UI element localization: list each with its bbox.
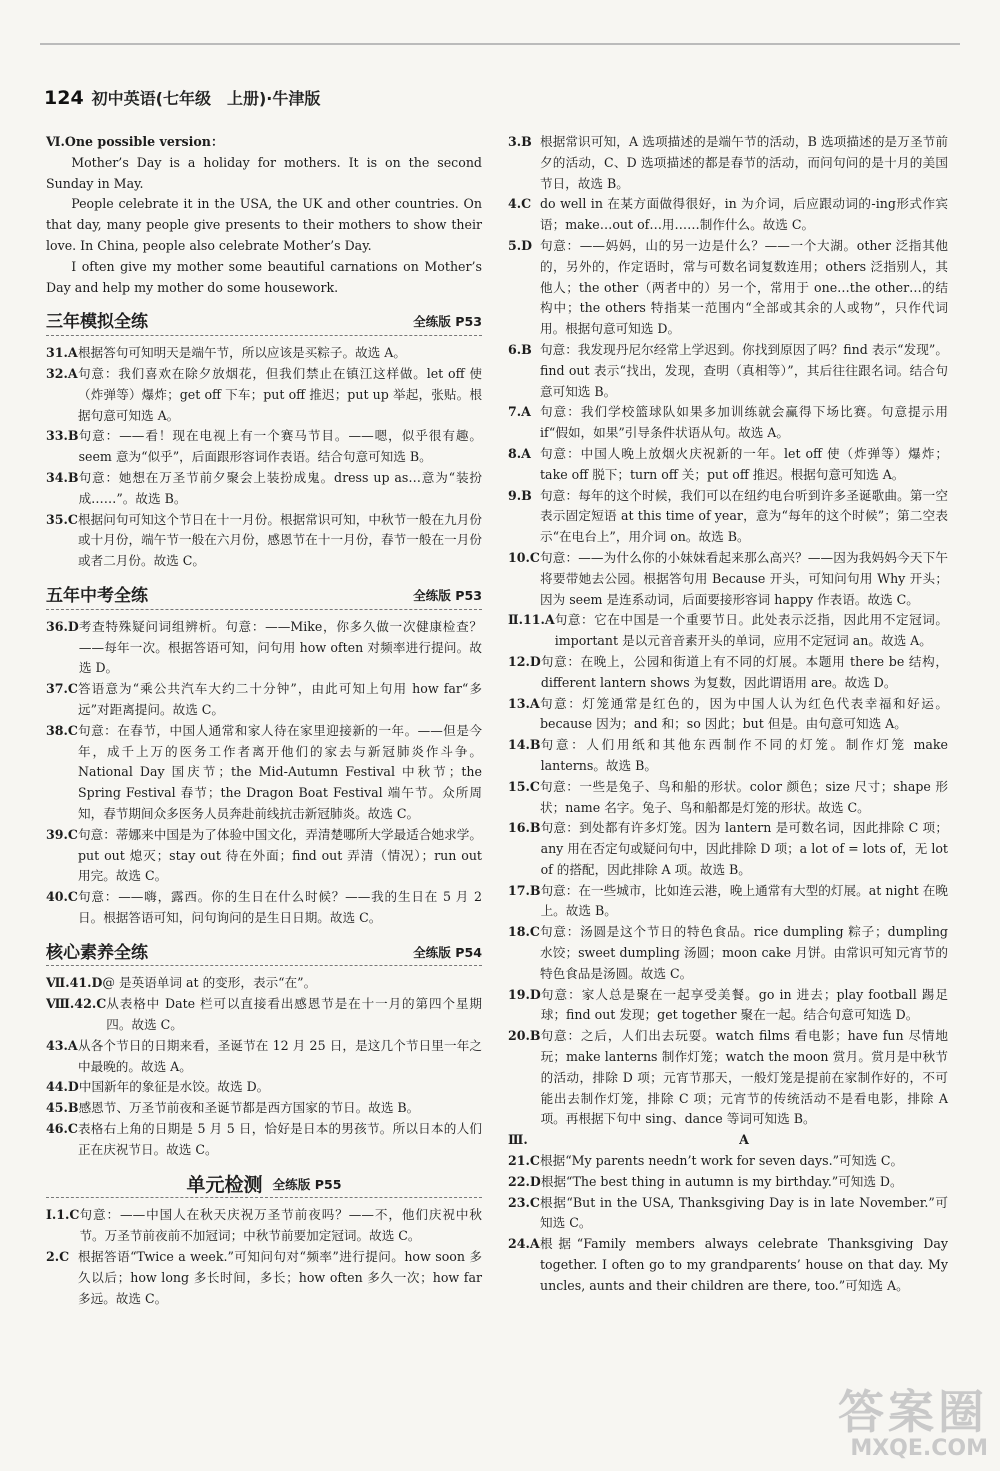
top-rule (40, 43, 960, 45)
answer-text: 句意：家人总是聚在一起享受美餐。go in 进去；play football 踢足球；find out 发现；get together 聚在一起。结合句意可知选 D。 (540, 986, 948, 1023)
answer-list-s4 (46, 1205, 482, 1309)
answer-text: 句意：——嗨，露西。你的生日在什么时候？——我的生日在 5 月 2 日。根据答语可知，问句询问的是生日日期。故选 C。 (78, 889, 482, 925)
answer-number: 35.C (46, 511, 78, 527)
answer-item (46, 973, 482, 994)
answer-number: Ⅱ.11.A (508, 612, 555, 628)
answer-number: 44.D (46, 1079, 79, 1095)
answer-item (508, 1234, 948, 1296)
answer-text: 句意：——看！现在电视上有一个赛马节目。——嗯，似乎很有趣。seem 意为“似乎”，后面跟形容词作表语。结合句意可知选 B。 (78, 428, 482, 465)
watermark-cn: 答案圈 (838, 1385, 988, 1439)
answer-text: 从各个节日的日期来看，圣诞节在 12 月 25 日，是这几个节日里一年之中最晚的。故选 A。 (78, 1037, 482, 1074)
answer-item (508, 1151, 948, 1172)
answer-item (508, 1193, 948, 1235)
answer-text: 句意：它在中国是一个重要节日。此处表示泛指，因此用不定冠词。important 是以元音音素开头的单词，应用不定冠词 an。故选 A。 (554, 612, 948, 649)
answer-item (508, 610, 948, 652)
answer-item (508, 777, 948, 819)
answer-number: 46.C (46, 1121, 78, 1137)
answer-number: 13.A (508, 695, 540, 711)
answer-item (508, 402, 948, 444)
answer-text: 句意：蒂娜来中国是为了体验中国文化，弄清楚哪所大学最适合她求学。put out 熄灭；stay out 待在外面；find out 弄清（情况）；run out 用完。故选 C。 (78, 826, 482, 884)
answer-text: 考查特殊疑问词组辨析。句意：——Mike，你多久做一次健康检查？——每年一次。根据答语可知，问句用 how often 对频率进行提问。故选 D。 (78, 618, 482, 676)
part-heading (508, 1130, 948, 1151)
section-title: 三年模拟全练 (46, 312, 148, 333)
answer-number: Ⅷ.42.C (46, 996, 107, 1012)
answer-number: 38.C (46, 722, 78, 738)
answer-text: 句意：她想在万圣节前夕聚会上装扮成鬼。dress up as…意为“装扮成……”。故选 B。 (78, 469, 482, 506)
answer-text: 句意：中国人晚上放烟火庆祝新的一年。let off 使（炸弹等）爆炸；take off 脱下；turn off 关；put off 推迟。根据句意可知选 A。 (540, 445, 948, 482)
section-ref: 全练版 P54 (413, 944, 482, 960)
answer-item (508, 236, 948, 340)
answer-item (508, 735, 948, 777)
answer-text: 句意：灯笼通常是红色的，因为中国人认为红色代表幸福和好运。because 因为；and 和；so 因此；but 但是。由句意可知选 A。 (540, 695, 948, 732)
answer-text: 句意：人们用纸和其他东西制作不同的灯笼。制作灯笼 make lanterns。故选 B。 (540, 737, 948, 773)
answer-item (508, 1172, 948, 1193)
book-title: 初中英语(七年级 上册)·牛津版 (91, 89, 321, 108)
answer-number: 40.C (46, 889, 78, 905)
answer-number: 14.B (508, 737, 541, 753)
answer-number: 9.B (508, 487, 532, 503)
answer-text: 句意：一些是兔子、鸟和船的形状。color 颜色；size 尺寸；shape 形状；name 名字。兔子、鸟和船都是灯笼的形状。故选 C。 (540, 778, 948, 815)
answer-text: 句意：之后，人们出去玩耍。watch films 看电影；have fun 尽情地玩；make lanterns 制作灯笼；watch the moon 赏月。赏月是中秋节的活动，排除 D 项；元宵节那天，一般灯笼是提前在家制作好的，不可能出去制作灯笼，排除 C 项；元宵节的传统活动不是看电影，排除 A 项。再根据下句中 sing、dance 等词可知选 B。 (540, 1028, 948, 1127)
answer-number: 3.B (508, 134, 532, 149)
answer-number: 18.C (508, 924, 540, 940)
section-ref: 全练版 P53 (413, 587, 482, 603)
page-header (44, 86, 320, 109)
answer-number: 37.C (46, 681, 78, 697)
answer-item (508, 818, 948, 880)
answer-item (46, 1036, 482, 1078)
answer-item (46, 887, 482, 929)
answer-text: 句意：我们喜欢在除夕放烟花，但我们禁止在镇江这样做。let off 使（炸弹等）爆炸；get off 下车；put off 推迟；put up 举起，张贴。根据句意可知选 A。 (78, 365, 482, 423)
answer-item (46, 1247, 482, 1309)
answer-item (46, 1077, 482, 1098)
answer-text: 句意：——为什么你的小妹妹看起来那么高兴？——因为我妈妈今天下午将要带她去公园。根据答句用 Because 开头，可知问句用 Why 开头；因为 seem 是连系动词，后面要接形容词 happy 作表语。故选 C。 (540, 549, 948, 607)
left-column (46, 132, 482, 1309)
answer-number: 5.D (508, 237, 533, 253)
answer-number: 43.A (46, 1037, 78, 1053)
answer-item (508, 548, 948, 610)
answer-item (508, 922, 948, 984)
answer-text: 句意：我们学校篮球队如果多加训练就会赢得下场比赛。句意提示用 if“假如，如果”引导条件状语从句。故选 A。 (540, 404, 948, 441)
part-roman: Ⅲ. (508, 1132, 528, 1148)
answer-item (46, 343, 482, 364)
answer-number: 19.D (508, 986, 541, 1002)
answer-item (508, 486, 948, 548)
answer-text: 句意：在春节，中国人通常和家人待在家里迎接新的一年。——但是今年，成千上万的医务工作者离开他们的家去与新冠肺炎作斗争。National Day 国庆节；the Mid-Autumn Festival 中秋节；the Spring Festival 春节；the Dragon Boat Festival 端午节。众所周知，春节期间众多医务人员奔赴前线抗击新冠肺炎。故选 C。 (78, 722, 482, 821)
answer-item (46, 679, 482, 721)
answer-number: 6.B (508, 341, 532, 357)
answer-item (46, 1205, 482, 1247)
answer-item (508, 985, 948, 1027)
answer-number: 23.C (508, 1194, 540, 1210)
answer-text: 中国新年的象征是水饺。故选 D。 (78, 1079, 270, 1095)
answer-list-s2 (46, 617, 482, 929)
section-header-hexin (46, 943, 482, 967)
answer-list-part3 (508, 1151, 948, 1297)
answer-number: 24.A (508, 1236, 540, 1252)
answer-number: 33.B (46, 428, 79, 444)
answer-text: 答语意为“乘公共汽车大约二十分钟”，由此可知上句用 how far“多远”对距离提问。故选 C。 (78, 681, 482, 717)
answer-item (508, 132, 948, 194)
answer-text: 根据问句可知这个节日在十一月份。根据常识可知，中秋节一般在九月份或十月份，端午节一般在六月份，感恩节在十一月份，春节一般在一月份或者二月份。故选 C。 (78, 511, 482, 569)
answer-text: 句意：每年的这个时候，我们可以在纽约电台听到许多圣诞歌曲。第一空表示固定短语 at this time of year，意为“每年的这个时候”；第二空表示“在电台上”，用介词 on。故选 B。 (540, 487, 948, 545)
answer-text: 根据“My parents needn’t work for seven days.”可知选 C。 (540, 1153, 904, 1169)
answer-text: 表格右上角的日期是 5 月 5 日，恰好是日本的男孩节。所以日本的人们正在庆祝节日。故选 C。 (78, 1121, 482, 1157)
essay-label: Ⅵ.One possible version： (46, 134, 224, 149)
answer-text: 根据常识可知，A 选项描述的是端午节的活动，B 选项描述的是万圣节前夕的活动，C、D 选项描述的都是春节的活动，而问句问的是十月的美国节日，故选 B。 (540, 134, 948, 191)
section-title: 五年中考全练 (46, 585, 148, 606)
watermark-url: MXQE.COM (850, 1436, 988, 1461)
answer-text: do well in 在某方面做得很好，in 为介词，后应跟动词的-ing形式作宾语；make…out of…用……制作什么。故选 C。 (540, 196, 948, 233)
answer-text: 根据答语“Twice a week.”可知问句对“频率”进行提问。how soon 多久以后；how long 多长时间，多长；how often 多久一次；how far 多远。故选 C。 (78, 1249, 482, 1306)
answer-text: @ 是英语单词 at 的变形，表示“在”。 (102, 975, 317, 991)
answer-text: 句意：——妈妈，山的另一边是什么？——一个大湖。other 泛指其他的，另外的，作定语时，常与可数名词复数连用；others 泛指别人，其他人；the other（两者中的）另一个，常用于 one…the other…的结构中；the others 特指某一范围内“全部或其余的人或物”，只作代词用。根据句意可知选 D。 (540, 237, 948, 337)
answer-text: 句意：汤圆是这个节日的特色食品。rice dumpling 粽子；dumpling 水饺；sweet dumpling 汤圆；moon cake 月饼。由常识可知元宵节的特色食品是汤圆。故选 C。 (540, 924, 948, 981)
answer-list-s1 (46, 343, 482, 572)
right-column (508, 132, 948, 1297)
answer-item (508, 694, 948, 736)
section-ref: 全练版 P53 (413, 314, 482, 330)
answer-item (46, 721, 482, 825)
answer-item (46, 426, 482, 468)
section-title: 核心素养全练 (46, 942, 148, 963)
answer-text: 感恩节、万圣节前夜和圣诞节都是西方国家的节日。故选 B。 (78, 1100, 420, 1116)
answer-text: 句意：——中国人在秋天庆祝万圣节前夜吗？——不，他们庆祝中秋节。万圣节前夜前不加冠词；中秋节前要加定冠词。故选 C。 (79, 1207, 482, 1244)
answer-number: 39.C (46, 826, 78, 842)
answer-number: Ⅶ.41.D (46, 975, 103, 991)
section-header-sannian (46, 312, 482, 336)
answer-item (46, 510, 482, 572)
answer-text: 句意：到处都有许多灯笼。因为 lantern 是可数名词，因此排除 C 项；any 用在否定句或疑问句中，因此排除 D 项；a lot of = lots of，无 lot of 的搭配，因此排除 A 项。故选 B。 (540, 820, 948, 877)
essay-block (46, 132, 482, 298)
answer-item (46, 994, 482, 1036)
answer-item (46, 364, 482, 426)
answer-item (46, 1119, 482, 1161)
answer-number: 10.C (508, 549, 540, 565)
section-header-wunian (46, 586, 482, 610)
answer-item (508, 881, 948, 923)
answer-item (46, 468, 482, 510)
answer-number: 16.B (508, 820, 541, 836)
section-title: 单元检测 (186, 1173, 263, 1196)
page-number: 124 (44, 86, 84, 109)
answer-text: 根据答句可知明天是端午节，所以应该是买粽子。故选 A。 (78, 345, 406, 361)
answer-list-right (508, 132, 948, 1130)
answer-text: 从表格中 Date 栏可以直接看出感恩节是在十一月的第四个星期四。故选 C。 (106, 996, 482, 1033)
answer-item (46, 825, 482, 887)
part-label: A (739, 1132, 749, 1148)
answer-number: 31.A (46, 345, 78, 361)
answer-item (508, 652, 948, 694)
answer-number: 20.B (508, 1028, 541, 1044)
answer-text: 根据“Family members always celebrate Thanksgiving Day together. I often go to my grandparents’ house on that day. My uncles, aunts and their children are there, too.”可知选 A。 (540, 1236, 948, 1293)
answer-item (46, 617, 482, 679)
section-ref: 全练版 P55 (272, 1176, 342, 1192)
answer-number: 36.D (46, 618, 79, 634)
answer-text: 句意：我发现丹尼尔经常上学迟到。你找到原因了吗？find 表示“发现”。find out 表示“找出，发现，查明（真相等）”，其后往往跟名词。结合句意可知选 B。 (540, 341, 948, 399)
answer-text: 句意：在一些城市，比如连云港，晚上通常有大型的灯展。at night 在晚上。故选 B。 (540, 882, 948, 919)
answer-number: 12.D (508, 653, 541, 669)
answer-text: 句意：在晚上，公园和街道上有不同的灯展。本题用 there be 结构，different lantern shows 为复数，因此谓语用 are。故选 D。 (540, 653, 948, 690)
answer-number: 21.C (508, 1153, 540, 1169)
essay-paragraph: Mother’s Day is a holiday for mothers. It is on the second Sunday in May. (46, 154, 482, 191)
answer-number: 2.C (46, 1249, 70, 1265)
answer-item (46, 1098, 482, 1119)
answer-number: 22.D (508, 1173, 541, 1189)
answer-item (508, 1026, 948, 1130)
answer-number: 45.B (46, 1100, 79, 1116)
answer-number: 17.B (508, 882, 541, 898)
essay-paragraph: People celebrate it in the USA, the UK and other countries. On that day, many people give presents to their mothers to show their love. In China, people also celebrate Mother’s Day. (46, 196, 482, 253)
answer-number: Ⅰ.1.C (46, 1207, 80, 1223)
answer-number: 32.A (46, 365, 78, 381)
answer-text: 根据“But in the USA, Thanksgiving Day is in late November.”可知选 C。 (540, 1194, 948, 1231)
essay-paragraph: I often give my mother some beautiful carnations on Mother’s Day and help my mother do some housework. (46, 258, 482, 295)
answer-item (508, 340, 948, 402)
section-header-danyuan (46, 1175, 482, 1199)
answer-list-s3 (46, 973, 482, 1160)
answer-item (508, 444, 948, 486)
answer-number: 8.A (508, 445, 531, 461)
answer-item (508, 194, 948, 236)
answer-text: 根据“The best thing in autumn is my birthday.”可知选 D。 (540, 1173, 903, 1189)
answer-number: 34.B (46, 469, 79, 485)
answer-number: 15.C (508, 778, 540, 794)
answer-number: 4.C (508, 196, 532, 212)
watermark (838, 1385, 988, 1461)
answer-number: 7.A (508, 404, 531, 420)
